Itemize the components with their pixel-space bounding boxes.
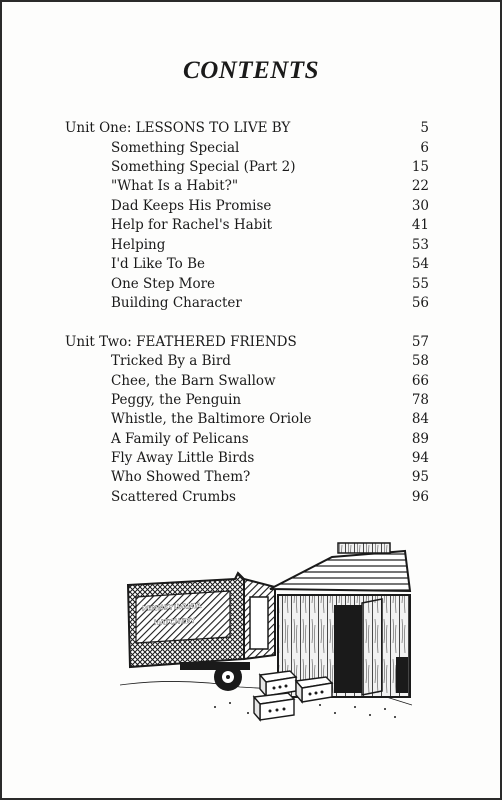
page-number: 54 xyxy=(411,256,429,272)
page-number: 84 xyxy=(411,411,429,427)
crate xyxy=(296,677,332,702)
entry-title: I'd Like To Be xyxy=(111,256,206,272)
toc-entry xyxy=(2,176,500,196)
unit-heading-row xyxy=(2,332,500,352)
page-number: 55 xyxy=(411,276,429,292)
hatchery-trailer xyxy=(128,573,275,691)
page-number: 5 xyxy=(420,120,429,136)
toc-entry xyxy=(2,429,500,449)
entry-title: Helping xyxy=(111,237,166,253)
toc-entry xyxy=(2,215,500,235)
unit-heading: Unit One: LESSONS TO LIVE BY xyxy=(65,120,291,136)
unit-heading-row xyxy=(2,118,500,138)
toc-entry xyxy=(2,293,500,313)
page-number: 15 xyxy=(411,159,429,175)
toc-entry xyxy=(2,448,500,468)
entry-title: Building Character xyxy=(111,295,242,311)
entry-title: Whistle, the Baltimore Oriole xyxy=(111,411,312,427)
entry-title: Something Special (Part 2) xyxy=(111,159,296,175)
entry-title: Something Special xyxy=(111,140,240,156)
toc-entry xyxy=(2,274,500,294)
toc-entry xyxy=(2,467,500,487)
entry-title: Who Showed Them? xyxy=(111,469,251,485)
trailer-sign-line1: PENNSYLVANIA xyxy=(141,601,202,613)
page-number: 89 xyxy=(411,431,429,447)
page-number: 56 xyxy=(411,295,429,311)
page-title: CONTENTS xyxy=(183,57,319,84)
page-number: 95 xyxy=(411,469,429,485)
toc-entry xyxy=(2,487,500,507)
page-number: 53 xyxy=(411,237,429,253)
toc-entry xyxy=(2,254,500,274)
toc-entry xyxy=(2,390,500,410)
entry-title: Dad Keeps His Promise xyxy=(111,198,272,214)
toc-entry xyxy=(2,409,500,429)
entry-title: Peggy, the Penguin xyxy=(111,392,242,408)
barn-and-trailer-illustration xyxy=(120,537,412,727)
entry-title: Help for Rachel's Habit xyxy=(111,217,273,233)
entry-title: Chee, the Barn Swallow xyxy=(111,373,276,389)
toc-entry xyxy=(2,351,500,371)
page-number: 22 xyxy=(411,178,429,194)
toc-entry xyxy=(2,138,500,158)
page-number: 94 xyxy=(411,450,429,466)
unit-heading: Unit Two: FEATHERED FRIENDS xyxy=(65,334,297,350)
page-number: 30 xyxy=(411,198,429,214)
crate xyxy=(260,671,296,696)
toc-entry xyxy=(2,371,500,391)
page-number: 96 xyxy=(411,489,429,505)
entry-title: Scattered Crumbs xyxy=(111,489,236,505)
page-number: 41 xyxy=(411,217,429,233)
page-number: 57 xyxy=(411,334,429,350)
entry-title: "What Is a Habit?" xyxy=(111,178,239,194)
page-number: 78 xyxy=(411,392,429,408)
page-number: 6 xyxy=(420,140,429,156)
toc-entry xyxy=(2,235,500,255)
crate xyxy=(254,693,294,720)
page-number: 66 xyxy=(411,373,429,389)
entry-title: Tricked By a Bird xyxy=(111,353,231,369)
page-number: 58 xyxy=(411,353,429,369)
entry-title: A Family of Pelicans xyxy=(111,431,249,447)
entry-title: Fly Away Little Birds xyxy=(111,450,255,466)
toc-entry xyxy=(2,157,500,177)
toc-entry xyxy=(2,196,500,216)
entry-title: One Step More xyxy=(111,276,216,292)
trailer-sign-line2: HATCHERY xyxy=(153,616,196,627)
